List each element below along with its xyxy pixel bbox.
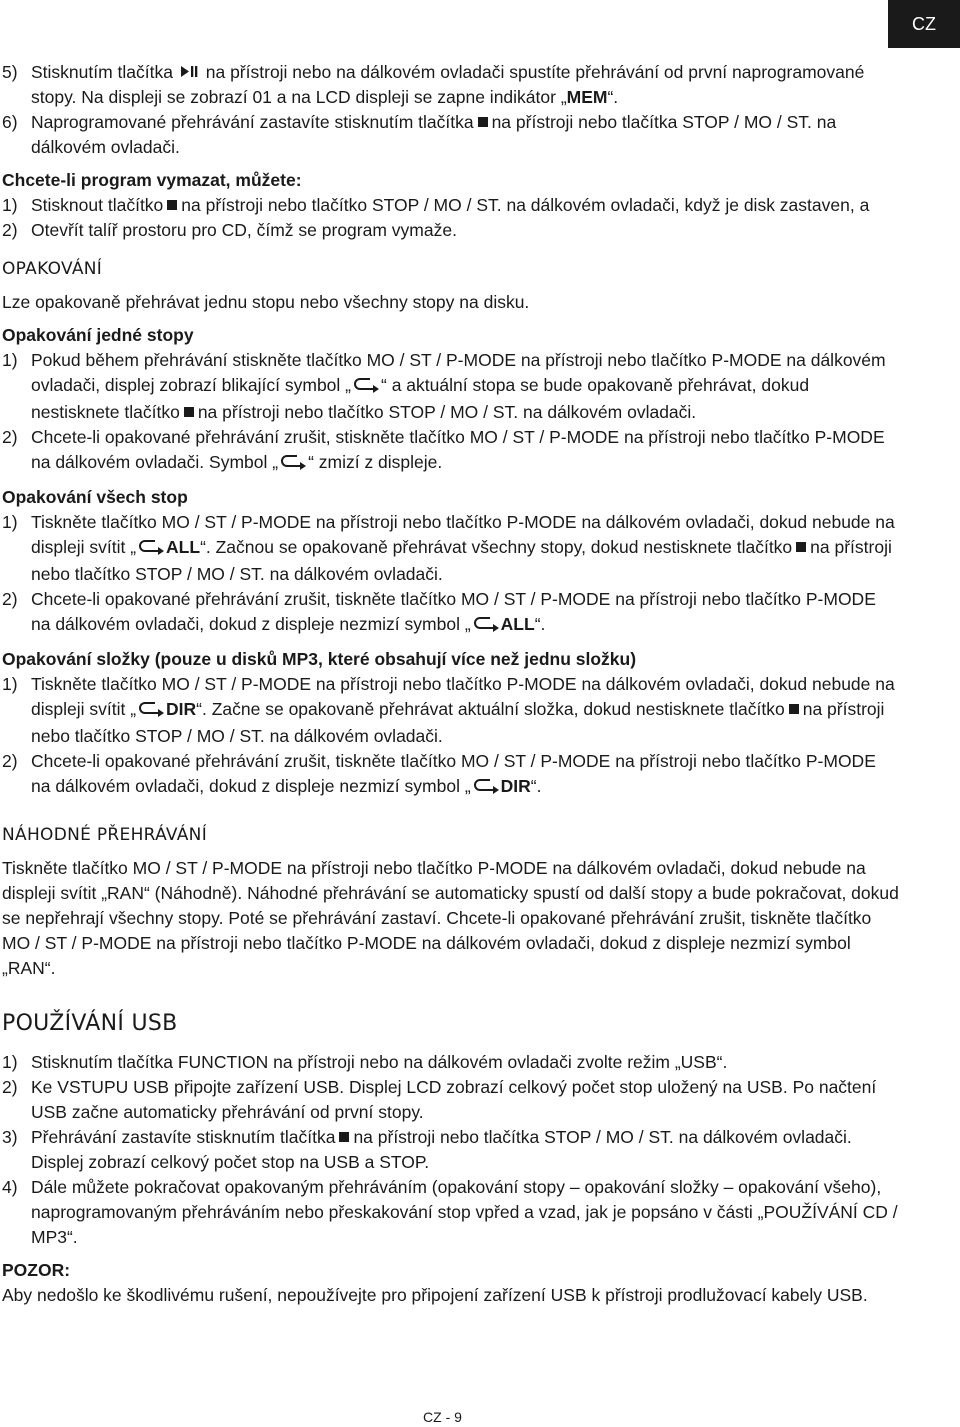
item-number: 6) [2,112,18,132]
repeat-arrow-icon [138,537,164,562]
item-text: na přístroji nebo tlačítko STOP / MO / ST. na dálkovém ovladači, když je disk zastaven, a [181,195,870,215]
item-number: 1) [2,350,18,370]
warning-text: Aby nedošlo ke škodlivému rušení, nepoužívejte pro připojení zařízení USB k přístroji prodlužovací kabely USB. [2,1285,868,1305]
list-item [0,348,900,425]
language-tab [888,0,960,48]
item-number: 2) [2,220,18,240]
item-text: “ a aktuální stopa se bude opakovaně přehrávat, dokud nestisknete tlačítko [31,375,810,422]
section-heading-random: NÁHODNÉ PŘEHRÁVÁNÍ [2,825,208,845]
item-text: Chcete-li opakované přehrávání zrušit, tiskněte tlačítko MO / ST / P-MODE na přístroji nebo tlačítko P-MODE na dálkovém ovladači, dokud z displeje nezmizí symbol „ [31,751,876,796]
item-text: Stisknout tlačítko [31,195,164,215]
item-number: 1) [2,1052,18,1072]
list-item [0,1125,900,1175]
item-text: “ zmizí z displeje. [308,452,443,472]
repeat-arrow-icon [473,614,499,639]
item-text: Chcete-li opakované přehrávání zrušit, stiskněte tlačítko MO / ST / P-MODE na přístroji nebo tlačítko P-MODE na dálkovém ovladači. Symbol „ [31,427,885,472]
warning-title: POZOR: [2,1260,71,1280]
list-item [0,425,900,477]
list-item [0,1075,900,1125]
section-intro: Lze opakovaně přehrávat jednu stopu nebo všechny stopy na disku. [2,292,530,312]
repeat-dir-label: DIR [166,699,197,719]
section-subtitle: Opakování složky (pouze u disků MP3, které obsahují více než jednu složku) [2,649,637,669]
item-text: Tiskněte tlačítko MO / ST / P-MODE na přístroji nebo tlačítko P-MODE na dálkovém ovladači, dokud nebude na displeji svítit „ [31,512,895,557]
section-heading-repeat: OPAKOVÁNÍ [2,259,103,279]
item-text: Stisknutím tlačítka FUNCTION na přístroji nebo na dálkovém ovladači zvolte režim „USB“. [31,1052,728,1072]
repeat-arrow-icon [138,699,164,724]
repeat-all-label: ALL [166,537,201,557]
list-item [0,218,900,243]
list-item [0,110,900,160]
item-number: 1) [2,512,18,532]
item-text: na přístroji nebo tlačítka STOP / MO / ST. na dálkovém ovladači. Displej zobrazí celkový počet stop na USB a STOP. [31,1127,852,1172]
section-subtitle: Opakování všech stop [2,487,188,507]
list-item [0,193,900,218]
item-text: Přehrávání zastavíte stisknutím tlačítka [31,1127,336,1147]
section-subtitle: Chcete-li program vymazat, můžete: [2,170,302,190]
item-number: 5) [2,62,18,82]
list-item [0,510,900,587]
language-tab-label: CZ [912,13,936,34]
item-number: 2) [2,427,18,447]
list-item [0,60,900,110]
list-item [0,1050,900,1075]
item-text: Chcete-li opakované přehrávání zrušit, tiskněte tlačítko MO / ST / P-MODE na přístroji nebo tlačítko P-MODE na dálkovém ovladači, dokud z displeje nezmizí symbol „ [31,589,876,634]
stop-square-icon [478,117,488,127]
item-text: Tiskněte tlačítko MO / ST / P-MODE na přístroji nebo tlačítko P-MODE na dálkovém ovladači, dokud nebude na displeji svítit „ [31,674,895,719]
list-item [0,587,900,639]
item-text: Naprogramované přehrávání zastavíte stisknutím tlačítka [31,112,474,132]
stop-square-icon [796,542,806,552]
item-number: 1) [2,195,18,215]
item-text: “. [534,614,546,634]
item-text: Ke VSTUPU USB připojte zařízení USB. Displej LCD zobrazí celkový počet stop uložený na USB. Po načtení USB začne automaticky přehrávání od první stopy. [31,1077,877,1122]
item-text: Dále můžete pokračovat opakovaným přehráváním (opakování stopy – opakování složky – opakování všeho), naprogramovaným přehráváním nebo přeskakování stop vpřed a vzad, jak je popsáno v části „POUŽÍVÁNÍ CD / MP3“. [31,1177,898,1247]
page-content [0,60,900,1308]
list-item [0,672,900,749]
item-number: 2) [2,751,18,771]
item-text: “. Začne se opakovaně přehrávat aktuální složka, dokud nestisknete tlačítko [196,699,785,719]
section-subtitle: Opakování jedné stopy [2,325,194,345]
play-pause-icon [181,66,198,77]
item-number: 1) [2,674,18,694]
random-text: Tiskněte tlačítko MO / ST / P-MODE na přístroji nebo tlačítko P-MODE na dálkovém ovladači, dokud nebude na displeji svítit „RAN“ (Náhodně). Náhodné přehrávání se automaticky spustí od další stopy a bude pokračovat, dokud se nepřehrají všechny stopy. Poté se přehrávání zastaví. Chcete-li opakované přehrávání zrušit, tiskněte tlačítko MO / ST / P-MODE na přístroji nebo tlačítko P-MODE na dálkovém ovladači, dokud z displeje nezmizí symbol „RAN“. [2,858,899,978]
stop-square-icon [167,200,177,210]
repeat-arrow-icon [473,776,499,801]
item-number: 2) [2,1077,18,1097]
item-number: 4) [2,1177,18,1197]
stop-square-icon [184,407,194,417]
list-item [0,749,900,801]
mem-indicator-label: MEM [566,87,608,107]
item-text: na přístroji nebo tlačítko STOP / MO / ST. na dálkovém ovladači. [197,402,697,422]
repeat-arrow-icon [353,375,379,400]
item-text: Otevřít talíř prostoru pro CD, čímž se program vymaže. [31,220,457,240]
list-item [0,1175,900,1250]
repeat-all-label: ALL [500,614,535,634]
stop-square-icon [339,1132,349,1142]
item-text: “. [607,87,619,107]
item-text: “. [530,776,542,796]
section-heading-usb: POUŽÍVÁNÍ USB [2,1011,178,1036]
item-text: Pokud během přehrávání stiskněte tlačítko MO / ST / P-MODE na přístroji nebo tlačítko P-MODE na dálkovém ovladači, displej zobrazí blikající symbol „ [31,350,886,395]
item-text: na přístroji nebo na dálkovém ovladači spustíte přehrávání od první naprogramované stopy. Na displeji se zobrazí 01 a na LCD displeji se zapne indikátor „ [31,62,865,107]
item-text: Stisknutím tlačítka [31,62,173,82]
repeat-dir-label: DIR [500,776,531,796]
stop-square-icon [789,704,799,714]
repeat-arrow-icon [280,452,306,477]
item-number: 3) [2,1127,18,1147]
item-number: 2) [2,589,18,609]
item-text: na přístroji nebo tlačítka STOP / MO / ST. na dálkovém ovladači. [31,112,837,157]
item-text: na přístroji nebo tlačítko STOP / MO / ST. na dálkovém ovladači. [31,699,885,746]
item-text: na přístroji nebo tlačítko STOP / MO / ST. na dálkovém ovladači. [31,537,892,584]
page-number: CZ - 9 [423,1409,462,1425]
item-text: “. Začnou se opakovaně přehrávat všechny stopy, dokud nestisknete tlačítko [200,537,793,557]
